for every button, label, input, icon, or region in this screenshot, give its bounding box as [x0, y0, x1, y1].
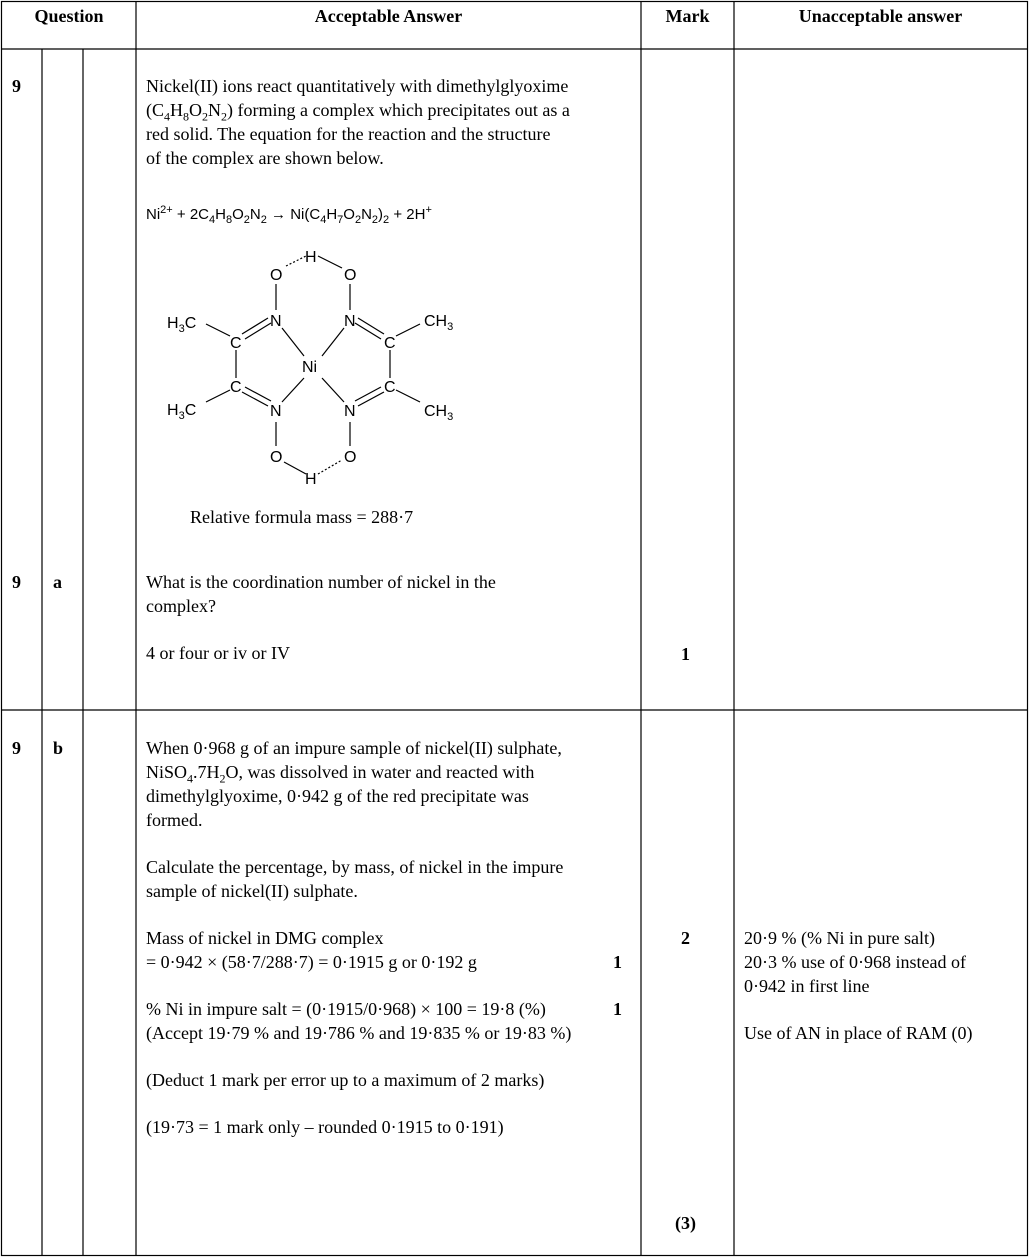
relative-formula-mass: Relative formula mass = 288·7 — [190, 507, 414, 527]
eq-text: O — [232, 206, 244, 223]
atom-c-right-bottom: C — [384, 379, 396, 396]
question-9b-line-3: dimethylglyoxime, 0·942 g of the red precipitate was — [146, 786, 529, 806]
text: O, was dissolved in water and reacted with — [225, 762, 535, 782]
eq-subscript: 7 — [337, 214, 344, 226]
atom-h-bottom: H — [305, 471, 317, 488]
eq-text: H — [215, 206, 226, 223]
eq-superscript: + — [425, 204, 432, 216]
eq-subscript: 4 — [209, 214, 216, 226]
atom-h-top: H — [305, 249, 317, 266]
stem-text: (C — [146, 100, 164, 120]
atom-c-right-top: C — [384, 335, 396, 352]
header-mark: Mark — [665, 6, 710, 26]
question-9b-line-9-mark: 1 — [613, 999, 622, 1019]
question-9a-mark: 1 — [681, 644, 690, 664]
eq-text: N — [361, 206, 372, 223]
header-unacceptable-answer: Unacceptable answer — [798, 6, 963, 26]
eq-text: N — [249, 206, 261, 223]
eq-text: ) — [378, 206, 384, 223]
header-acceptable-answer: Acceptable Answer — [314, 6, 463, 26]
eq-subscript: 2 — [354, 214, 362, 226]
eq-text: + 2H — [389, 206, 426, 223]
question-9b-mark: 2 — [681, 928, 690, 948]
atom-n-bottom-left: N — [270, 403, 282, 420]
atom-n-top-right: N — [344, 313, 356, 330]
atom-c-left-bottom: C — [230, 379, 242, 396]
eq-superscript: 2+ — [160, 204, 173, 216]
methyl-left-bottom: $H_3C$ — [167, 402, 197, 422]
text: NiSO — [146, 762, 188, 782]
stem-line-1: Nickel(II) ions react quantitatively with dimethylglyoxime — [146, 76, 569, 96]
question-9b-line-12: (19·73 = 1 mark only – rounded 0·1915 to 0·191) — [146, 1117, 504, 1137]
subscript: 4 — [164, 109, 170, 124]
atom-o-bottom-right: O — [344, 449, 357, 466]
subscript: 2 — [221, 109, 227, 124]
atom-n-top-left: N — [270, 313, 282, 330]
stem-text: O — [189, 100, 202, 120]
subscript: 8 — [183, 109, 189, 124]
text: .7H — [193, 762, 220, 782]
methyl-right-bottom: $CH_3$ — [424, 403, 454, 423]
stem-text: N — [208, 100, 221, 120]
eq-text: → Ni(C — [266, 206, 321, 223]
question-9b-number: 9 — [12, 738, 21, 758]
stem-text: ) forming a complex which precipitates out as a — [227, 100, 570, 120]
atom-ni: Ni — [302, 359, 318, 376]
eq-text: Ni — [146, 206, 161, 223]
unacceptable-line-1: 20·9 % (% Ni in pure salt) — [744, 928, 935, 948]
methyl-right-top: $CH_3$ — [424, 313, 454, 333]
eq-text: O — [343, 206, 355, 223]
eq-text: H — [326, 206, 338, 223]
question-number: 9 — [12, 76, 21, 96]
question-9a-letter: a — [53, 572, 62, 592]
unacceptable-line-4: Use of AN in place of RAM (0) — [744, 1023, 973, 1043]
subscript: 2 — [219, 771, 226, 786]
methyl-left-top: $H_3C$ — [167, 315, 197, 335]
eq-subscript: 2 — [383, 214, 390, 226]
atom-o-bottom-left: O — [270, 449, 283, 466]
subscript: 4 — [187, 771, 194, 786]
question-9b-letter: b — [53, 738, 64, 758]
question-9a-answer: 4 or four or iv or IV — [146, 643, 290, 663]
eq-subscript: 2 — [243, 214, 250, 226]
stem-line-4: of the complex are shown below. — [146, 148, 384, 168]
question-9-total-mark: (3) — [675, 1213, 696, 1233]
subscript: 2 — [202, 109, 208, 124]
atom-c-left-top: C — [230, 335, 242, 352]
question-9b-line-4: formed. — [146, 810, 203, 830]
atom-n-bottom-right: N — [344, 403, 356, 420]
question-9b-line-5: Calculate the percentage, by mass, of nickel in the impure — [146, 857, 564, 877]
question-9b-line-9: % Ni in impure salt = (0·1915/0·968) × 100 = 19·8 (%) — [146, 999, 546, 1019]
question-9b-line-11: (Deduct 1 mark per error up to a maximum of 2 marks) — [146, 1070, 545, 1090]
eq-text: + 2C — [172, 206, 209, 223]
question-9a-number: 9 — [12, 572, 21, 592]
eq-subscript: 2 — [260, 214, 267, 226]
question-9b-line-7: Mass of nickel in DMG complex — [146, 928, 384, 948]
eq-subscript: 4 — [320, 214, 327, 226]
question-9b-line-6: sample of nickel(II) sulphate. — [146, 881, 358, 901]
unacceptable-line-3: 0·942 in first line — [744, 976, 870, 996]
question-9a-line-1: What is the coordination number of nickel in the — [146, 572, 496, 592]
atom-o-top-left: O — [270, 267, 283, 284]
eq-subscript: 8 — [225, 214, 233, 226]
stem-text: H — [170, 100, 183, 120]
nickel-dmg-structure — [150, 240, 480, 490]
stem-line-3: red solid. The equation for the reaction and the structure — [146, 124, 551, 144]
reaction-equation — [146, 198, 432, 232]
eq-subscript: 2 — [371, 214, 379, 226]
atom-o-top-right: O — [344, 267, 357, 284]
header-question: Question — [34, 6, 104, 26]
unacceptable-line-2: 20·3 % use of 0·968 instead of — [744, 952, 966, 972]
question-9b-line-1: When 0·968 g of an impure sample of nickel(II) sulphate, — [146, 738, 562, 758]
question-9b-line-8: = 0·942 × (58·7/288·7) = 0·1915 g or 0·192 g — [146, 952, 477, 972]
question-9b-line-10: (Accept 19·79 % and 19·786 % and 19·835 % or 19·83 %) — [146, 1023, 572, 1043]
question-9a-line-2: complex? — [146, 596, 216, 616]
question-9b-line-8-mark: 1 — [613, 952, 622, 972]
